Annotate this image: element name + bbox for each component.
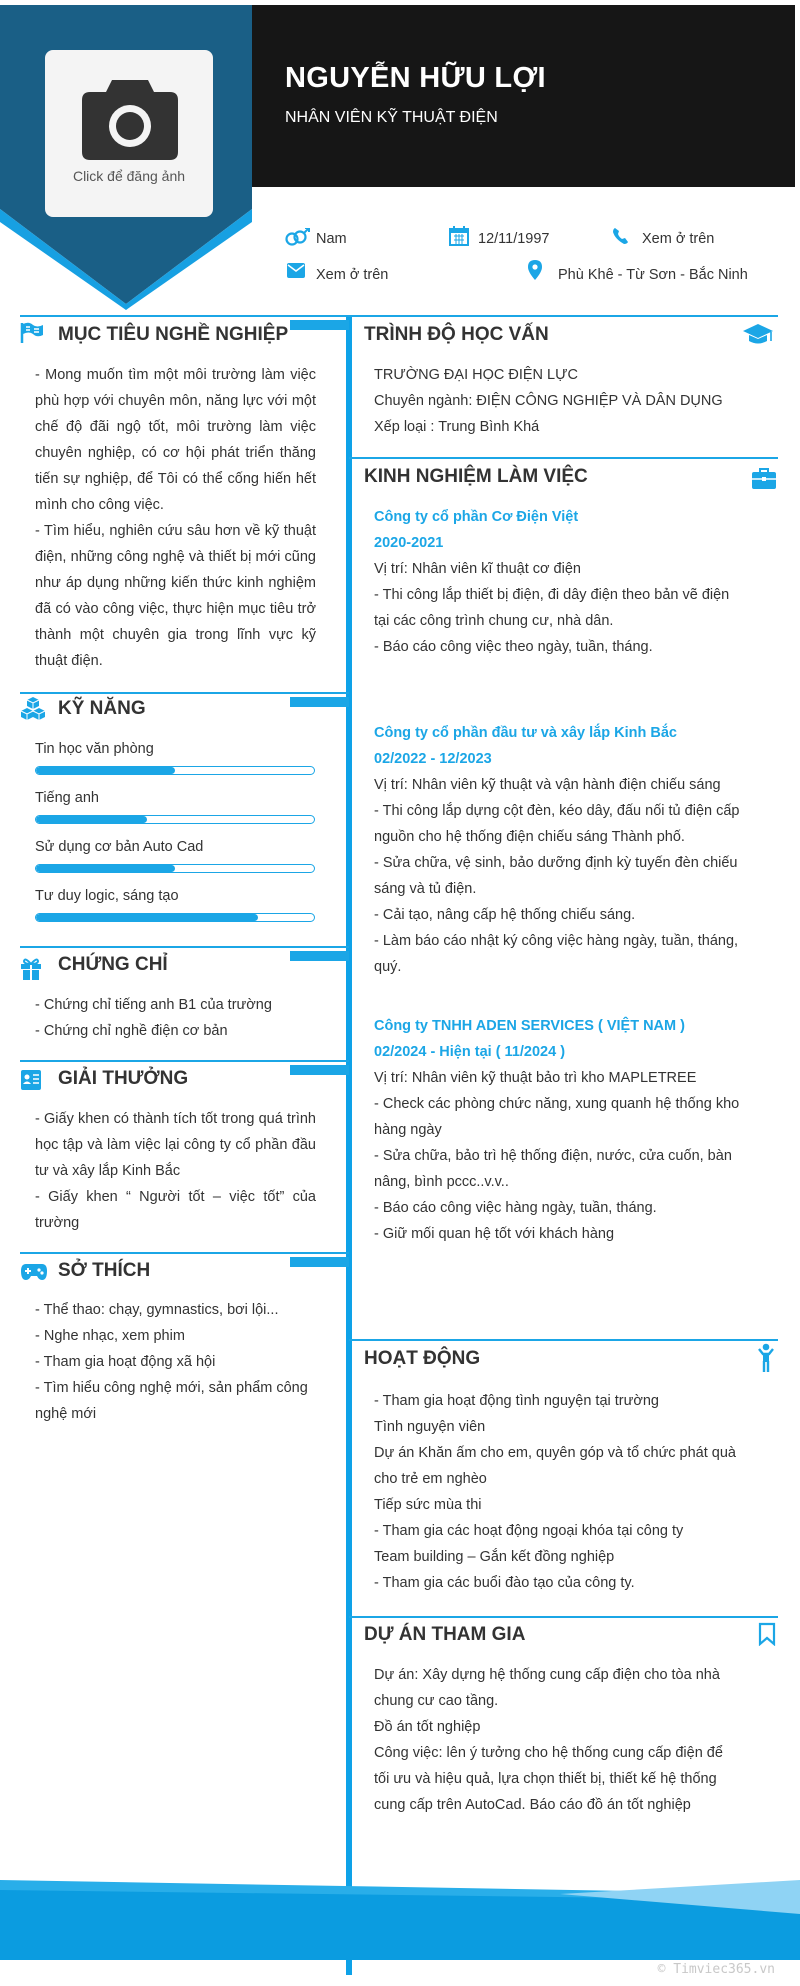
job-line: - Cải tạo, nâng cấp hệ thống chiếu sáng. bbox=[374, 907, 636, 923]
job-line: - Thi công lắp dựng cột đèn, kéo dây, đấu nối tủ điện cấp bbox=[374, 803, 740, 819]
job-line: - Báo cáo công việc theo ngày, tuần, tháng. bbox=[374, 639, 653, 655]
certificates-tab bbox=[290, 951, 349, 961]
avatar-caption: Click để đăng ảnh bbox=[72, 168, 186, 184]
person-icon bbox=[758, 1343, 774, 1373]
gender-icon bbox=[284, 228, 310, 246]
job-line: - Sửa chữa, bảo trì hệ thống điện, nước, cửa cuốn, bàn bbox=[374, 1148, 732, 1164]
gift-icon bbox=[20, 956, 42, 980]
activity-line: Dự án Khăn ấm cho em, quyên góp và tổ chức phát quà bbox=[374, 1445, 736, 1461]
job-line: Vị trí: Nhân viên kỹ thuật và vận hành điện chiếu sáng bbox=[374, 777, 721, 793]
job-line: Vị trí: Nhân viên kỹ thuật bảo trì kho MAPLETREE bbox=[374, 1070, 697, 1086]
activity-line: Tiếp sức mùa thi bbox=[374, 1497, 482, 1513]
gender-value: Nam bbox=[316, 231, 347, 247]
job-line: - Báo cáo công việc hàng ngày, tuần, tháng. bbox=[374, 1200, 657, 1216]
job-title: NHÂN VIÊN KỸ THUẬT ĐIỆN bbox=[285, 109, 498, 126]
experience-rule bbox=[349, 457, 778, 459]
hobbies-tab bbox=[290, 1257, 349, 1267]
school-name: TRƯỜNG ĐẠI HỌC ĐIỆN LỰC bbox=[374, 367, 578, 383]
job-period: 02/2022 - 12/2023 bbox=[374, 751, 492, 767]
skill-bar bbox=[35, 864, 315, 873]
certificates-list bbox=[35, 992, 272, 1044]
skill-fill bbox=[36, 767, 175, 774]
certificates-title: CHỨNG CHỈ bbox=[58, 954, 168, 975]
skill-fill bbox=[36, 816, 147, 823]
activity-line: - Tham gia hoạt động tình nguyện tại trường bbox=[374, 1393, 659, 1409]
education-rule bbox=[349, 315, 778, 317]
phone-value: Xem ở trên bbox=[642, 231, 715, 247]
email-value: Xem ở trên bbox=[316, 267, 389, 283]
skill-label: Sử dụng cơ bản Auto Cad bbox=[35, 839, 204, 855]
job-period: 02/2024 - Hiện tại ( 11/2024 ) bbox=[374, 1044, 566, 1060]
activities-list bbox=[374, 1388, 736, 1596]
job-line: nguồn cho hệ thống điện chiếu sáng Thành phố. bbox=[374, 829, 685, 845]
activity-line: cho trẻ em nghèo bbox=[374, 1471, 487, 1487]
candidate-name: NGUYỄN HỮU LỢI bbox=[285, 62, 546, 94]
hobby-item: - Tìm hiểu công nghệ mới, sản phẩm công bbox=[35, 1380, 308, 1396]
footer-wave bbox=[0, 1880, 800, 1960]
projects-rule bbox=[349, 1616, 778, 1618]
objective-rule bbox=[20, 315, 349, 317]
hobbies-rule bbox=[20, 1252, 349, 1254]
camera-icon bbox=[82, 74, 178, 160]
objective-paragraph-1: - Mong muốn tìm một môi trường làm việc phù hợp với chuyên môn, năng lực với một chế độ đãi ngộ tốt, môi trường làm việc chuyên nghiệp, có cơ hội phát triển thăng tiến sự nghiệp, để Tôi có thể cống hiến hết mình cho công việc. bbox=[35, 367, 316, 513]
activities-rule bbox=[349, 1339, 778, 1341]
job-line: - Thi công lắp thiết bị điện, đi dây điện theo bản vẽ điện bbox=[374, 587, 730, 603]
objective-paragraph-2: - Tìm hiểu, nghiên cứu sâu hơn về kỹ thuật điện, những công nghệ và thiết bị mới cũng như áp dụng những kiến thức kinh nghiệm đã có vào công việc, thực hiện mục tiêu trở thành một chuyên gia trong lĩnh vực kỹ thuật điện. bbox=[35, 523, 316, 669]
awards-rule bbox=[20, 1060, 349, 1062]
skill-bar bbox=[35, 815, 315, 824]
activities-title: HOẠT ĐỘNG bbox=[364, 1348, 481, 1369]
column-divider bbox=[346, 315, 352, 1975]
job-line: quý. bbox=[374, 959, 402, 975]
flag-icon bbox=[20, 322, 44, 344]
skills-tab bbox=[290, 697, 349, 707]
skill-label: Tiếng anh bbox=[35, 790, 99, 806]
project-line: chung cư cao tầng. bbox=[374, 1693, 499, 1709]
project-line: Công việc: lên ý tưởng cho hệ thống cung cấp điện để bbox=[374, 1745, 723, 1761]
hobby-item: - Tham gia hoạt động xã hội bbox=[35, 1354, 216, 1370]
hobbies-list bbox=[35, 1297, 308, 1427]
skill-fill bbox=[36, 914, 258, 921]
hobby-item: - Nghe nhạc, xem phim bbox=[35, 1328, 185, 1344]
awards-title: GIẢI THƯỞNG bbox=[58, 1068, 189, 1089]
awards-paragraph-2: - Giấy khen “ Người tốt – việc tốt” của trường bbox=[35, 1189, 316, 1231]
job-line: Vị trí: Nhân viên kĩ thuật cơ điện bbox=[374, 561, 581, 577]
experience-title: KINH NGHIỆM LÀM VIỆC bbox=[364, 466, 588, 487]
phone-icon bbox=[612, 227, 630, 245]
project-line: cung cấp trên AutoCad. Báo cáo đồ án tốt nghiệp bbox=[374, 1797, 691, 1813]
birthday-value: 12/11/1997 bbox=[478, 231, 550, 247]
job-line: sáng và tủ điện. bbox=[374, 881, 477, 897]
projects-title: DỰ ÁN THAM GIA bbox=[364, 1624, 526, 1645]
briefcase-icon bbox=[751, 466, 777, 490]
objective-title: MỤC TIÊU NGHỀ NGHIỆP bbox=[58, 324, 289, 345]
id-card-icon bbox=[20, 1069, 42, 1091]
photo-panel-chevron bbox=[0, 204, 252, 310]
job-line: - Giữ mối quan hệ tốt với khách hàng bbox=[374, 1226, 615, 1242]
activity-line: Team building – Gắn kết đồng nghiệp bbox=[374, 1549, 615, 1565]
job-entry bbox=[374, 720, 739, 980]
hobby-item: - Thể thao: chạy, gymnastics, bơi lội... bbox=[35, 1302, 279, 1318]
projects-text bbox=[374, 1662, 752, 1818]
job-line: - Check các phòng chức năng, xung quanh hệ thống kho bbox=[374, 1096, 740, 1112]
education-details bbox=[374, 362, 723, 440]
major: Chuyên ngành: ĐIỆN CÔNG NGHIỆP VÀ DÂN DỤNG bbox=[374, 393, 723, 409]
watermark: © Timviec365.vn bbox=[657, 1962, 775, 1977]
gamepad-icon bbox=[20, 1262, 48, 1282]
location-pin-icon bbox=[528, 260, 542, 280]
awards-tab bbox=[290, 1065, 349, 1075]
awards-paragraph-1: - Giấy khen có thành tích tốt trong quá trình học tập và làm việc lại công ty cổ phần đầu tư và xây lắp Kinh Bắc bbox=[35, 1111, 316, 1179]
job-company: Công ty cổ phần đầu tư và xây lắp Kinh Bắc bbox=[374, 725, 677, 741]
skill-label: Tư duy logic, sáng tạo bbox=[35, 888, 179, 904]
education-title: TRÌNH ĐỘ HỌC VẤN bbox=[364, 324, 549, 345]
job-period: 2020-2021 bbox=[374, 535, 444, 551]
certificates-rule bbox=[20, 946, 349, 948]
skills-rule bbox=[20, 692, 349, 694]
bookmark-icon bbox=[758, 1622, 776, 1646]
cubes-icon bbox=[20, 696, 46, 722]
job-line: tại các công trình chung cư, nhà dân. bbox=[374, 613, 614, 629]
activity-line: Tình nguyện viên bbox=[374, 1419, 486, 1435]
job-entry bbox=[374, 1013, 739, 1247]
job-company: Công ty cổ phần Cơ Điện Việt bbox=[374, 509, 579, 525]
certificate-item: - Chứng chỉ tiếng anh B1 của trường bbox=[35, 997, 272, 1013]
avatar-upload[interactable] bbox=[45, 50, 213, 217]
grade: Xếp loại : Trung Bình Khá bbox=[374, 419, 540, 435]
project-line: Dự án: Xây dựng hệ thống cung cấp điện cho tòa nhà bbox=[374, 1667, 720, 1683]
job-entry bbox=[374, 504, 729, 660]
hobby-item-continued: nghệ mới bbox=[35, 1406, 97, 1422]
hobbies-title: SỞ THÍCH bbox=[58, 1260, 151, 1281]
address-value: Phù Khê - Từ Sơn - Bắc Ninh bbox=[558, 267, 748, 283]
activity-line: - Tham gia các hoạt động ngoại khóa tại công ty bbox=[374, 1523, 684, 1539]
header-banner bbox=[252, 5, 795, 187]
job-company: Công ty TNHH ADEN SERVICES ( VIỆT NAM ) bbox=[374, 1018, 685, 1034]
email-icon bbox=[286, 262, 306, 279]
project-line: tối ưu và hiệu quả, lựa chọn thiết bị, thiết kế hệ thống bbox=[374, 1771, 717, 1787]
graduation-cap-icon bbox=[742, 323, 774, 347]
skill-fill bbox=[36, 865, 175, 872]
activity-line: - Tham gia các buổi đào tạo của công ty. bbox=[374, 1575, 635, 1591]
calendar-icon bbox=[449, 226, 469, 246]
job-line: hàng ngày bbox=[374, 1122, 442, 1138]
skill-label: Tin học văn phòng bbox=[35, 741, 154, 757]
skill-bar bbox=[35, 766, 315, 775]
skills-title: KỸ NĂNG bbox=[58, 698, 146, 719]
job-line: nâng, bình pccc..v.v.. bbox=[374, 1174, 509, 1190]
job-line: - Sửa chữa, vệ sinh, bảo dưỡng định kỳ tuyến đèn chiếu bbox=[374, 855, 738, 871]
skill-bar bbox=[35, 913, 315, 922]
job-line: - Làm báo cáo nhật ký công việc hàng ngày, tuần, tháng, bbox=[374, 933, 739, 949]
project-line: Đồ án tốt nghiệp bbox=[374, 1719, 481, 1735]
objective-tab bbox=[290, 320, 349, 330]
certificate-item: - Chứng chỉ nghề điện cơ bản bbox=[35, 1023, 228, 1039]
